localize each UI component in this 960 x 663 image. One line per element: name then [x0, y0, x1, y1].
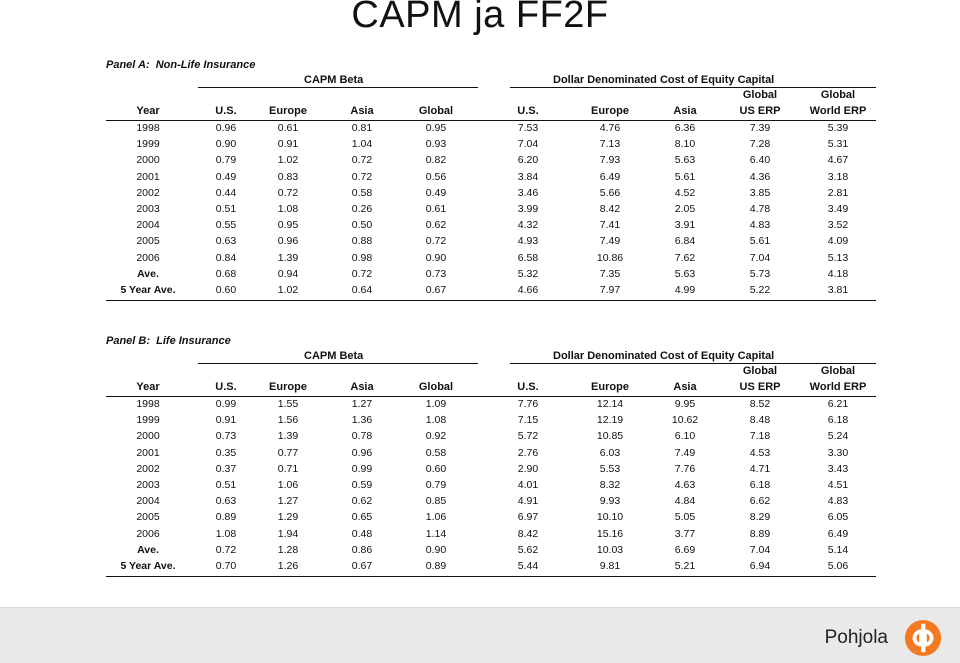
cell-europe-cost: 7.35 [599, 267, 621, 280]
panel-b-table [106, 334, 876, 577]
cell-global-us-erp: 4.71 [749, 462, 771, 475]
cell-year: 2005 [136, 235, 160, 248]
cell-year: 2000 [136, 154, 160, 167]
cell-europe-cost: 12.14 [596, 398, 624, 410]
column-header-us-beta: U.S. [215, 381, 237, 393]
cell-year: 2000 [136, 430, 160, 443]
cell-global-beta: 0.85 [425, 495, 447, 508]
cell-us-cost: 4.01 [517, 478, 539, 491]
cell-year: 2004 [136, 495, 160, 508]
cell-asia-beta: 1.04 [351, 138, 373, 151]
cell-global-world-erp: 3.49 [827, 202, 849, 215]
cell-global-world-erp: 3.52 [827, 219, 849, 232]
cell-asia-beta: 0.58 [351, 186, 373, 199]
capm-beta-header: CAPM Beta [304, 74, 364, 86]
cell-asia-beta: 0.65 [351, 511, 373, 524]
cell-us-cost: 3.99 [517, 202, 539, 215]
cell-europe-beta: 1.56 [277, 414, 299, 427]
table-row [106, 544, 876, 560]
table-row [106, 511, 876, 527]
cell-us-cost: 7.76 [517, 398, 539, 410]
cell-asia-cost: 4.84 [674, 495, 696, 508]
cell-asia-cost: 10.62 [671, 414, 699, 427]
cell-global-us-erp: 7.04 [749, 543, 771, 556]
cell-us-beta: 0.51 [215, 202, 237, 215]
global-header: Global [820, 365, 856, 377]
cell-europe-beta: 1.26 [277, 559, 299, 572]
cell-europe-beta: 0.61 [277, 122, 299, 134]
cell-year: 1999 [136, 414, 160, 427]
cell-asia-beta: 0.72 [351, 170, 373, 183]
table-row [106, 495, 876, 511]
cell-year: 5 Year Ave. [120, 283, 176, 296]
cell-asia-cost: 6.10 [674, 430, 696, 443]
cell-europe-cost: 7.13 [599, 138, 621, 151]
column-header-global-beta: Global [418, 381, 454, 393]
cell-asia-cost: 9.95 [674, 398, 696, 410]
cell-us-beta: 0.91 [215, 414, 237, 427]
cell-europe-cost: 9.93 [599, 495, 621, 508]
panel-a-label: Panel A: [106, 59, 150, 71]
column-header-asia-cost: Asia [673, 105, 697, 117]
table-row [106, 479, 876, 495]
cell-year: 2002 [136, 186, 160, 199]
cell-global-world-erp: 3.30 [827, 446, 849, 459]
slide-title: CAPM ja FF2F [351, 0, 609, 36]
cell-europe-cost: 9.81 [599, 559, 621, 572]
cell-year: 2005 [136, 511, 160, 524]
cell-year: Ave. [137, 543, 159, 556]
cell-global-world-erp: 4.09 [827, 235, 849, 248]
cell-asia-cost: 5.61 [674, 170, 696, 183]
cell-asia-beta: 0.99 [351, 462, 373, 475]
cell-asia-cost: 5.63 [674, 267, 696, 280]
table-row [106, 414, 876, 430]
panel-a-table [106, 58, 876, 301]
panel-a-name: Non-Life Insurance [155, 59, 256, 71]
cell-global-us-erp: 4.53 [749, 446, 771, 459]
cell-global-world-erp: 5.14 [827, 543, 849, 556]
cell-global-beta: 0.73 [425, 267, 447, 280]
cell-global-us-erp: 7.18 [749, 430, 771, 443]
cell-us-beta: 0.68 [215, 267, 237, 280]
cell-global-us-erp: 4.83 [749, 219, 771, 232]
cell-global-world-erp: 4.51 [827, 478, 849, 491]
divider [198, 87, 478, 88]
cell-us-cost: 8.42 [517, 527, 539, 540]
cell-asia-beta: 1.36 [351, 414, 373, 427]
cell-global-world-erp: 5.06 [827, 559, 849, 572]
cell-us-cost: 5.72 [517, 430, 539, 443]
cell-global-beta: 0.61 [425, 202, 447, 215]
capm-beta-header: CAPM Beta [304, 350, 364, 362]
cell-year: 1999 [136, 138, 160, 151]
cell-global-beta: 0.58 [425, 446, 447, 459]
cell-us-beta: 0.70 [215, 559, 237, 572]
cell-global-beta: 0.90 [425, 543, 447, 556]
cell-global-beta: 0.60 [425, 462, 447, 475]
cell-us-beta: 0.44 [215, 186, 237, 199]
cell-asia-cost: 5.21 [674, 559, 696, 572]
column-header-asia-cost: Asia [673, 381, 697, 393]
table-row [106, 235, 876, 251]
cell-asia-cost: 7.62 [674, 251, 696, 264]
panel-a-rows [106, 121, 876, 301]
cell-europe-cost: 7.41 [599, 219, 621, 232]
panel-b-title [106, 334, 876, 348]
cell-global-us-erp: 7.04 [749, 251, 771, 264]
cell-asia-beta: 0.98 [351, 251, 373, 264]
cell-us-cost: 6.20 [517, 154, 539, 167]
cell-us-cost: 3.84 [517, 170, 539, 183]
panel-a-column-headers [106, 105, 876, 121]
cell-global-us-erp: 5.22 [749, 283, 771, 296]
cell-asia-cost: 3.91 [674, 219, 696, 232]
cell-us-beta: 0.37 [215, 462, 237, 475]
cell-asia-beta: 1.27 [351, 398, 373, 410]
cell-us-beta: 0.51 [215, 478, 237, 491]
cell-europe-beta: 0.91 [277, 138, 299, 151]
table-row [106, 268, 876, 284]
cell-global-world-erp: 4.83 [827, 495, 849, 508]
cell-global-beta: 0.95 [425, 122, 447, 134]
table-row [106, 463, 876, 479]
cell-us-cost: 7.15 [517, 414, 539, 427]
cell-us-cost: 3.46 [517, 186, 539, 199]
cell-asia-beta: 0.59 [351, 478, 373, 491]
cell-asia-beta: 0.62 [351, 495, 373, 508]
cell-global-beta: 0.72 [425, 235, 447, 248]
table-row [106, 154, 876, 170]
table-row [106, 560, 876, 576]
cell-europe-cost: 4.76 [599, 122, 621, 134]
cell-global-world-erp: 6.49 [827, 527, 849, 540]
table-row [106, 430, 876, 446]
table-row [106, 252, 876, 268]
cell-europe-beta: 1.08 [277, 202, 299, 215]
cell-europe-beta: 0.94 [277, 267, 299, 280]
cell-us-beta: 0.89 [215, 511, 237, 524]
column-header-us-cost: U.S. [517, 105, 539, 117]
column-header-global-beta: Global [418, 105, 454, 117]
cell-us-cost: 4.66 [517, 283, 539, 296]
cell-global-world-erp: 4.18 [827, 267, 849, 280]
cell-europe-beta: 0.72 [277, 186, 299, 199]
column-header-global-world-erp: World ERP [809, 381, 867, 393]
cell-year: 2003 [136, 202, 160, 215]
cell-asia-cost: 5.05 [674, 511, 696, 524]
cell-global-beta: 1.09 [425, 398, 447, 410]
cell-asia-cost: 6.84 [674, 235, 696, 248]
divider [510, 87, 876, 88]
cell-us-beta: 1.08 [215, 527, 237, 540]
cell-us-cost: 7.04 [517, 138, 539, 151]
column-header-europe-cost: Europe [591, 381, 629, 393]
cell-global-world-erp: 4.67 [827, 154, 849, 167]
cell-global-beta: 0.92 [425, 430, 447, 443]
cell-europe-cost: 8.32 [599, 478, 621, 491]
cell-europe-beta: 1.39 [277, 430, 299, 443]
cell-europe-beta: 1.55 [277, 398, 299, 410]
cell-global-us-erp: 6.94 [749, 559, 771, 572]
cell-asia-cost: 4.52 [674, 186, 696, 199]
cell-europe-cost: 8.42 [599, 202, 621, 215]
cell-europe-cost: 7.97 [599, 283, 621, 296]
cell-global-world-erp: 5.31 [827, 138, 849, 151]
global-header: Global [820, 89, 856, 101]
cell-us-beta: 0.96 [215, 122, 237, 134]
cell-global-world-erp: 5.13 [827, 251, 849, 264]
cell-europe-cost: 10.86 [596, 251, 624, 264]
cell-us-cost: 4.32 [517, 219, 539, 232]
cell-global-world-erp: 3.81 [827, 283, 849, 296]
cell-us-beta: 0.73 [215, 430, 237, 443]
cell-asia-cost: 6.36 [674, 122, 696, 134]
cell-global-beta: 0.82 [425, 154, 447, 167]
cell-year: 2004 [136, 219, 160, 232]
cell-global-beta: 0.93 [425, 138, 447, 151]
cell-global-beta: 0.90 [425, 251, 447, 264]
cost-of-equity-header: Dollar Denominated Cost of Equity Capital [553, 74, 775, 86]
cell-global-beta: 0.49 [425, 186, 447, 199]
cell-asia-beta: 0.48 [351, 527, 373, 540]
cell-global-world-erp: 6.05 [827, 511, 849, 524]
cell-year: 2006 [136, 251, 160, 264]
cell-asia-beta: 0.26 [351, 202, 373, 215]
cell-europe-beta: 1.94 [277, 527, 299, 540]
cell-global-us-erp: 5.73 [749, 267, 771, 280]
cell-global-beta: 0.62 [425, 219, 447, 232]
column-header-us-cost: U.S. [517, 381, 539, 393]
cell-us-cost: 7.53 [517, 122, 539, 134]
cell-us-beta: 0.60 [215, 283, 237, 296]
cell-global-us-erp: 8.89 [749, 527, 771, 540]
cell-europe-cost: 10.85 [596, 430, 624, 443]
column-header-global-us-erp: US ERP [739, 381, 781, 393]
cell-global-world-erp: 3.18 [827, 170, 849, 183]
cell-europe-cost: 15.16 [596, 527, 624, 540]
global-header: Global [742, 365, 778, 377]
cell-asia-cost: 7.76 [674, 462, 696, 475]
cell-us-cost: 5.32 [517, 267, 539, 280]
cell-global-us-erp: 6.62 [749, 495, 771, 508]
cell-europe-beta: 0.95 [277, 219, 299, 232]
table-row [106, 219, 876, 235]
cell-us-beta: 0.99 [215, 398, 237, 410]
cell-us-beta: 0.55 [215, 219, 237, 232]
panel-a-title [106, 58, 876, 72]
panel-b-rows [106, 397, 876, 577]
cell-global-beta: 0.79 [425, 478, 447, 491]
cell-asia-beta: 0.96 [351, 446, 373, 459]
cell-global-us-erp: 5.61 [749, 235, 771, 248]
column-header-year: Year [136, 105, 160, 117]
cell-year: 2003 [136, 478, 160, 491]
cell-asia-cost: 2.05 [674, 202, 696, 215]
cell-asia-beta: 0.81 [351, 122, 373, 134]
cell-global-us-erp: 8.48 [749, 414, 771, 427]
cell-us-cost: 6.58 [517, 251, 539, 264]
table-row [106, 284, 876, 300]
table-row [106, 528, 876, 544]
cell-us-beta: 0.90 [215, 138, 237, 151]
cell-us-beta: 0.63 [215, 235, 237, 248]
cell-asia-cost: 7.49 [674, 446, 696, 459]
panel-b-column-headers [106, 381, 876, 397]
cell-us-beta: 0.84 [215, 251, 237, 264]
table-row [106, 122, 876, 138]
cell-europe-beta: 0.96 [277, 235, 299, 248]
cell-europe-beta: 0.71 [277, 462, 299, 475]
cell-asia-cost: 4.63 [674, 478, 696, 491]
cell-asia-cost: 6.69 [674, 543, 696, 556]
cell-europe-cost: 6.03 [599, 446, 621, 459]
cell-us-cost: 5.62 [517, 543, 539, 556]
panel-b-group-header [106, 348, 876, 365]
divider [198, 363, 478, 364]
column-header-global-us-erp: US ERP [739, 105, 781, 117]
cell-us-cost: 4.93 [517, 235, 539, 248]
cell-global-us-erp: 6.40 [749, 154, 771, 167]
column-header-europe-beta: Europe [269, 381, 307, 393]
panel-b-label: Panel B: [106, 335, 151, 347]
cell-global-beta: 0.67 [425, 283, 447, 296]
cell-global-us-erp: 6.18 [749, 478, 771, 491]
column-header-us-beta: U.S. [215, 105, 237, 117]
cell-asia-cost: 5.63 [674, 154, 696, 167]
cell-global-us-erp: 8.29 [749, 511, 771, 524]
cell-us-cost: 2.76 [517, 446, 539, 459]
cell-europe-beta: 1.27 [277, 495, 299, 508]
cell-europe-beta: 1.02 [277, 283, 299, 296]
cell-asia-cost: 8.10 [674, 138, 696, 151]
cell-europe-cost: 10.03 [596, 543, 624, 556]
cell-asia-beta: 0.78 [351, 430, 373, 443]
table-row [106, 203, 876, 219]
cell-asia-beta: 0.64 [351, 283, 373, 296]
cell-us-beta: 0.72 [215, 543, 237, 556]
cell-year: 2001 [136, 170, 160, 183]
global-header: Global [742, 89, 778, 101]
cell-global-us-erp: 7.28 [749, 138, 771, 151]
cell-europe-cost: 5.66 [599, 186, 621, 199]
table-row [106, 138, 876, 154]
cell-year: 1998 [136, 122, 160, 134]
column-header-asia-beta: Asia [350, 381, 374, 393]
cell-global-us-erp: 4.78 [749, 202, 771, 215]
table-row [106, 447, 876, 463]
cell-us-beta: 0.79 [215, 154, 237, 167]
cell-europe-cost: 7.49 [599, 235, 621, 248]
table-row [106, 187, 876, 203]
cell-year: 5 Year Ave. [120, 559, 176, 572]
cell-us-beta: 0.49 [215, 170, 237, 183]
table-row [106, 171, 876, 187]
cell-global-beta: 0.89 [425, 559, 447, 572]
cell-asia-beta: 0.88 [351, 235, 373, 248]
panel-a-subheader [106, 89, 876, 105]
cell-europe-beta: 1.29 [277, 511, 299, 524]
cell-global-world-erp: 6.21 [827, 398, 849, 410]
column-header-asia-beta: Asia [350, 105, 374, 117]
divider [510, 363, 876, 364]
cell-europe-beta: 0.83 [277, 170, 299, 183]
cell-global-world-erp: 3.43 [827, 462, 849, 475]
cell-europe-beta: 1.06 [277, 478, 299, 491]
cell-asia-beta: 0.86 [351, 543, 373, 556]
cell-global-us-erp: 8.52 [749, 398, 771, 410]
cell-global-world-erp: 2.81 [827, 186, 849, 199]
cell-us-cost: 4.91 [517, 495, 539, 508]
cell-europe-cost: 6.49 [599, 170, 621, 183]
cell-us-cost: 2.90 [517, 462, 539, 475]
column-header-year: Year [136, 381, 160, 393]
panel-a-group-header [106, 72, 876, 89]
cell-global-us-erp: 4.36 [749, 170, 771, 183]
cell-europe-beta: 1.28 [277, 543, 299, 556]
cell-asia-beta: 0.72 [351, 267, 373, 280]
cell-europe-beta: 1.39 [277, 251, 299, 264]
cost-of-equity-header: Dollar Denominated Cost of Equity Capital [553, 350, 775, 362]
cell-global-world-erp: 6.18 [827, 414, 849, 427]
cell-year: 1998 [136, 398, 160, 410]
cell-asia-beta: 0.67 [351, 559, 373, 572]
cell-europe-cost: 10.10 [596, 511, 624, 524]
cell-global-beta: 1.14 [425, 527, 447, 540]
column-header-europe-cost: Europe [591, 105, 629, 117]
brand-name: Pohjola [824, 627, 888, 648]
cell-global-beta: 1.08 [425, 414, 447, 427]
column-header-global-world-erp: World ERP [809, 105, 867, 117]
cell-europe-beta: 0.77 [277, 446, 299, 459]
cell-us-cost: 6.97 [517, 511, 539, 524]
panel-b-subheader [106, 365, 876, 381]
cell-global-beta: 0.56 [425, 170, 447, 183]
panel-b-name: Life Insurance [156, 335, 231, 347]
cell-global-world-erp: 5.39 [827, 122, 849, 134]
cell-year: 2006 [136, 527, 160, 540]
table-row [106, 398, 876, 414]
pohjola-logo-icon [904, 619, 942, 657]
cell-year: Ave. [137, 267, 159, 280]
footer-bar [0, 607, 960, 663]
cell-europe-cost: 7.93 [599, 154, 621, 167]
cell-asia-cost: 4.99 [674, 283, 696, 296]
cell-asia-cost: 3.77 [674, 527, 696, 540]
cell-europe-cost: 5.53 [599, 462, 621, 475]
column-header-europe-beta: Europe [269, 105, 307, 117]
cell-global-us-erp: 3.85 [749, 186, 771, 199]
cell-year: 2002 [136, 462, 160, 475]
cell-us-beta: 0.35 [215, 446, 237, 459]
cell-asia-beta: 0.72 [351, 154, 373, 167]
cell-europe-cost: 12.19 [596, 414, 624, 427]
cell-us-cost: 5.44 [517, 559, 539, 572]
cell-asia-beta: 0.50 [351, 219, 373, 232]
cell-us-beta: 0.63 [215, 495, 237, 508]
cell-global-world-erp: 5.24 [827, 430, 849, 443]
cell-global-us-erp: 7.39 [749, 122, 771, 134]
cell-europe-beta: 1.02 [277, 154, 299, 167]
cell-global-beta: 1.06 [425, 511, 447, 524]
cell-year: 2001 [136, 446, 160, 459]
